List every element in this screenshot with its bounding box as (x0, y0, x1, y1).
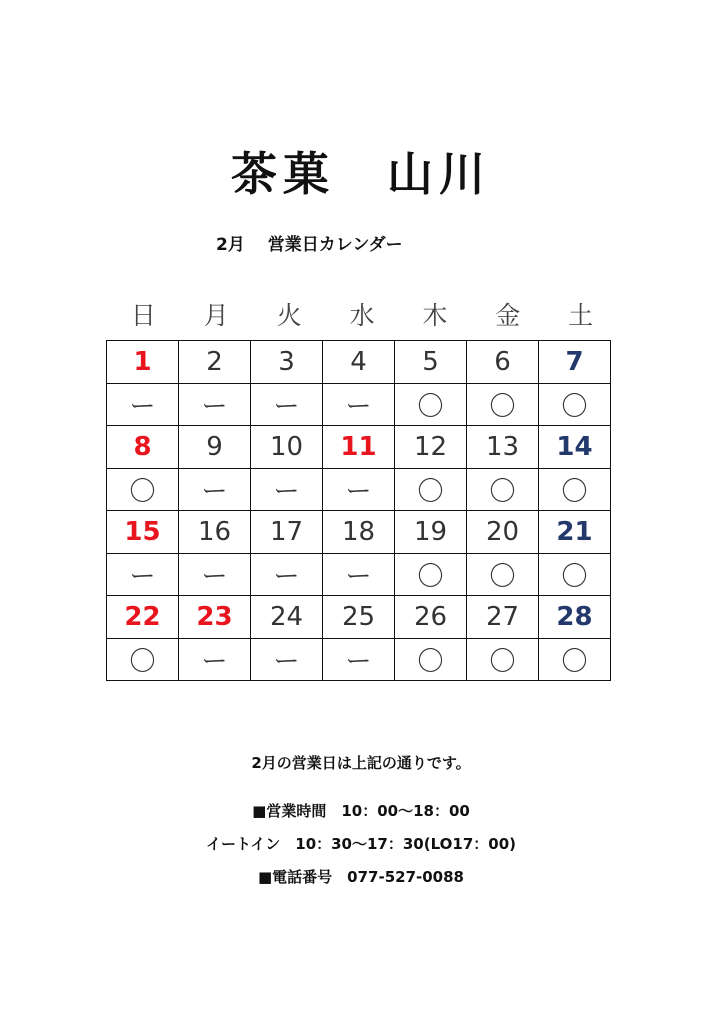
status-row (107, 639, 611, 681)
weekday-wed: 水 (349, 301, 375, 330)
business-days-note: 2月の営業日は上記の通りです。 (251, 754, 471, 772)
weekday-sat: 土 (568, 301, 594, 330)
closed-mark: ー (251, 384, 323, 426)
closed-mark: ー (323, 469, 395, 511)
date-cell: 16 (179, 511, 251, 554)
closed-mark: ー (251, 469, 323, 511)
open-mark: 〇 (395, 554, 467, 596)
status-row (107, 384, 611, 426)
open-mark: 〇 (467, 554, 539, 596)
date-cell: 14 (539, 426, 611, 469)
open-mark: 〇 (539, 639, 611, 681)
eat-in-hours: イートイン 10：30～17：30(LO17：00) (206, 835, 516, 853)
date-cell: 26 (395, 596, 467, 639)
date-cell: 17 (251, 511, 323, 554)
date-row (107, 426, 611, 469)
date-cell: 27 (467, 596, 539, 639)
calendar-grid (106, 340, 611, 681)
open-mark: 〇 (467, 384, 539, 426)
open-mark: 〇 (107, 469, 179, 511)
date-cell: 21 (539, 511, 611, 554)
date-cell: 19 (395, 511, 467, 554)
open-mark: 〇 (539, 469, 611, 511)
closed-mark: ー (179, 639, 251, 681)
date-cell: 13 (467, 426, 539, 469)
date-cell: 9 (179, 426, 251, 469)
weekday-fri: 金 (495, 301, 521, 330)
date-cell: 15 (107, 511, 179, 554)
open-mark: 〇 (539, 384, 611, 426)
closed-mark: ー (179, 554, 251, 596)
weekday-thu: 木 (422, 301, 448, 330)
date-cell: 20 (467, 511, 539, 554)
open-mark: 〇 (467, 469, 539, 511)
closed-mark: ー (323, 554, 395, 596)
open-mark: 〇 (395, 639, 467, 681)
date-cell: 24 (251, 596, 323, 639)
date-row (107, 596, 611, 639)
closed-mark: ー (251, 554, 323, 596)
closed-mark: ー (251, 639, 323, 681)
date-cell: 28 (539, 596, 611, 639)
date-cell: 2 (179, 341, 251, 384)
open-mark: 〇 (539, 554, 611, 596)
date-cell: 6 (467, 341, 539, 384)
closed-mark: ー (107, 384, 179, 426)
weekday-sun: 日 (130, 301, 156, 330)
shop-name: 茶菓 山川 (231, 147, 491, 201)
status-row (107, 554, 611, 596)
date-cell: 1 (107, 341, 179, 384)
date-cell: 12 (395, 426, 467, 469)
open-mark: 〇 (467, 639, 539, 681)
date-cell: 5 (395, 341, 467, 384)
date-cell: 11 (323, 426, 395, 469)
open-mark: 〇 (107, 639, 179, 681)
status-row (107, 469, 611, 511)
weekday-tue: 火 (276, 301, 302, 330)
closed-mark: ー (323, 639, 395, 681)
date-cell: 10 (251, 426, 323, 469)
date-cell: 25 (323, 596, 395, 639)
weekday-mon: 月 (203, 301, 229, 330)
date-row (107, 511, 611, 554)
date-cell: 8 (107, 426, 179, 469)
date-cell: 18 (323, 511, 395, 554)
closed-mark: ー (107, 554, 179, 596)
date-cell: 7 (539, 341, 611, 384)
date-cell: 3 (251, 341, 323, 384)
closed-mark: ー (323, 384, 395, 426)
date-cell: 4 (323, 341, 395, 384)
open-mark: 〇 (395, 469, 467, 511)
date-cell: 23 (179, 596, 251, 639)
calendar-title: 2月 営業日カレンダー (216, 235, 403, 255)
weekday-header (107, 296, 617, 336)
business-hours: ■営業時間 10：00～18：00 (252, 802, 470, 820)
closed-mark: ー (179, 469, 251, 511)
date-row (107, 341, 611, 384)
phone-number: ■電話番号 077-527-0088 (258, 868, 464, 886)
closed-mark: ー (179, 384, 251, 426)
open-mark: 〇 (395, 384, 467, 426)
date-cell: 22 (107, 596, 179, 639)
